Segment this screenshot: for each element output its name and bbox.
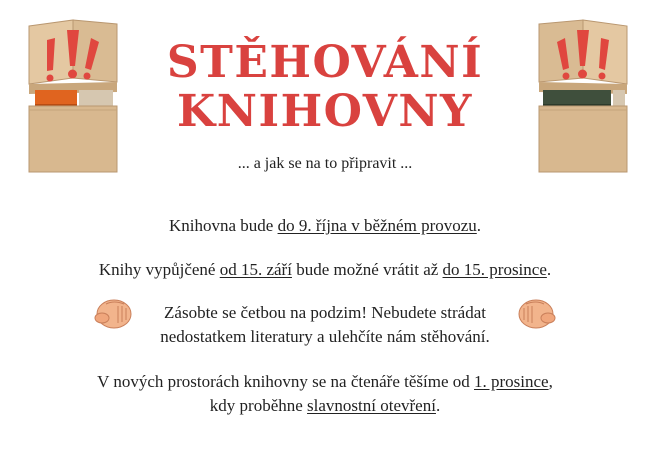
p4-text-d: kdy proběhne <box>209 396 308 415</box>
notice-returns <box>20 258 630 282</box>
p2-text-c: bude možné vrátit až <box>291 260 443 279</box>
p1-highlight-date: do 9. října v běžném provozu <box>277 216 477 235</box>
p4-highlight-opening: slavnostní otevření <box>307 396 436 415</box>
p4-text-c: , <box>548 372 553 391</box>
moving-box-right-icon <box>535 18 631 176</box>
p2-text-e: . <box>546 260 552 279</box>
notice-open-until <box>20 214 630 238</box>
p1-text-a: Knihovna bude <box>168 216 278 235</box>
p2-highlight-from: od 15. září <box>219 260 292 279</box>
p4-text-a: V nových prostorách knihovny se na čtenáře těšíme od <box>97 372 475 391</box>
title-line-1: STĚHOVÁNÍ <box>166 37 484 88</box>
p4-text-f: . <box>435 396 441 415</box>
p2-text-a: Knihy vypůjčené <box>98 260 220 279</box>
page-title <box>150 38 500 136</box>
moving-box-left-icon <box>25 18 121 176</box>
page-subtitle: ... a jak se na to připravit ... <box>237 155 413 172</box>
fist-bump-right-icon <box>518 296 558 332</box>
notice-new-premises <box>20 370 630 418</box>
p4-highlight-date: 1. prosince <box>474 372 549 391</box>
title-line-2: KNIHOVNY <box>177 86 473 137</box>
p1-text-c: . <box>476 216 482 235</box>
p3-line-2: nedostatkem literatury a ulehčíte nám stěhování. <box>160 327 490 346</box>
p3-line-1: Zásobte se četbou na podzim! Nebudete strádat <box>164 303 486 322</box>
p2-highlight-until: do 15. prosince <box>442 260 547 279</box>
